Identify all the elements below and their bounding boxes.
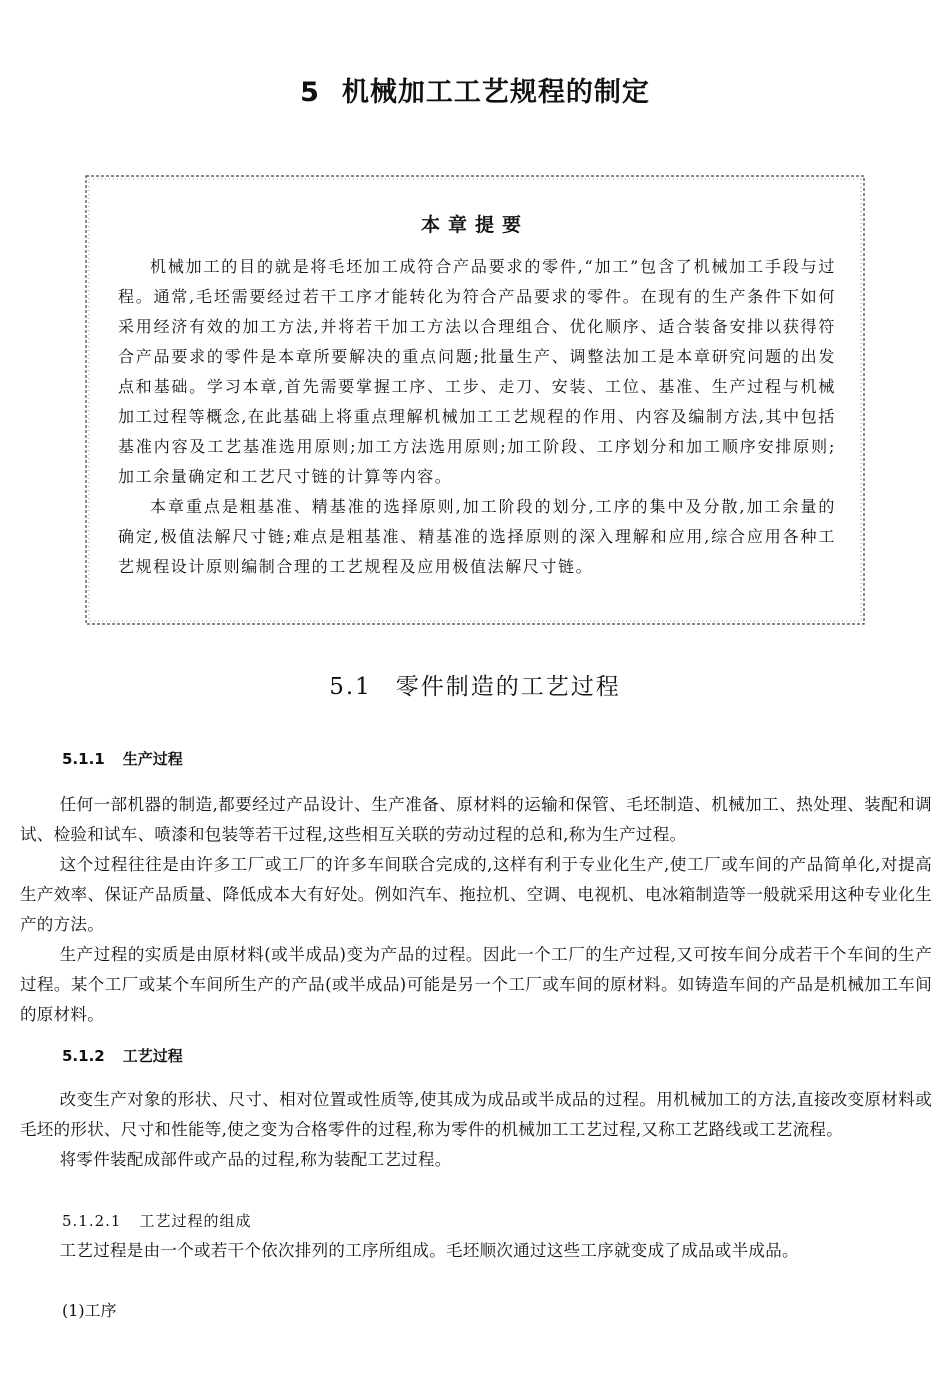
summary-body [118, 252, 836, 582]
subsection-title: 生产过程 [122, 750, 183, 768]
body-paragraph: 这个过程往往是由许多工厂或工厂的许多车间联合完成的,这样有利于专业化生产,使工厂或车间的产品简单化,对提高生产效率、保证产品质量、降低成本大有好处。例如汽车、拖拉机、空调、电视机、电冰箱制造等一般就采用这种专业化生产的方法。 [20, 855, 932, 934]
summary-paragraph: 本章重点是粗基准、精基准的选择原则,加工阶段的划分,工序的集中及分散,加工余量的确定,极值法解尺寸链;难点是粗基准、精基准的选择原则的深入理解和应用,综合应用各种工艺规程设计原则编制合理的工艺规程及应用极值法解尺寸链。 [118, 497, 836, 576]
subsection-heading [62, 1045, 183, 1066]
subsubsection-number: 5.1.2.1 [62, 1212, 122, 1230]
chapter-title-text: 机械加工工艺规程的制定 [341, 77, 650, 108]
subsubsection-body [20, 1236, 932, 1266]
body-paragraph: 改变生产对象的形状、尺寸、相对位置或性质等,使其成为成品或半成品的过程。用机械加工的方法,直接改变原材料或毛坯的形状、尺寸和性能等,使之变为合格零件的过程,称为零件的机械加工工艺过程,又称工艺路线或工艺流程。 [20, 1090, 932, 1139]
body-paragraph: 生产过程的实质是由原材料(或半成品)变为产品的过程。因此一个工厂的生产过程,又可按车间分成若干个车间的生产过程。某个工厂或某个车间所生产的产品(或半成品)可能是另一个工厂或车间的原材料。如铸造车间的产品是机械加工车间的原材料。 [20, 945, 932, 1024]
section-title [0, 668, 950, 701]
summary-paragraph: 机械加工的目的就是将毛坯加工成符合产品要求的零件,“加工”包含了机械加工手段与过程。通常,毛坯需要经过若干工序才能转化为符合产品要求的零件。在现有的生产条件下如何采用经济有效的加工方法,并将若干加工方法以合理组合、优化顺序、适合装备安排以获得符合产品要求的零件是本章所要解决的重点问题;批量生产、调整法加工是本章研究问题的出发点和基础。学习本章,首先需要掌握工序、工步、走刀、安装、工位、基准、生产过程与机械加工过程等概念,在此基础上将重点理解机械加工工艺规程的作用、内容及编制方法,其中包括基准内容及工艺基准选用原则;加工方法选用原则;加工阶段、工序划分和加工顺序安排原则;加工余量确定和工艺尺寸链的计算等内容。 [118, 257, 836, 486]
body-paragraph: 将零件装配成部件或产品的过程,称为装配工艺过程。 [59, 1150, 452, 1169]
section-title-text: 零件制造的工艺过程 [395, 674, 621, 700]
subsection-heading [62, 748, 183, 769]
subsubsection-heading [62, 1210, 252, 1231]
subsection-body [20, 790, 932, 1030]
chapter-title [0, 70, 950, 109]
item-label: (1)工序 [62, 1301, 117, 1320]
body-paragraph: 工艺过程是由一个或若干个依次排列的工序所组成。毛坯顺次通过这些工序就变成了成品或半成品。 [59, 1241, 799, 1260]
section-number: 5.1 [329, 674, 372, 700]
subsection-number: 5.1.2 [62, 1047, 105, 1065]
subsection-number: 5.1.1 [62, 750, 105, 768]
subsubsection-title: 工艺过程的组成 [139, 1212, 252, 1230]
chapter-number: 5 [300, 77, 320, 108]
chapter-summary-box [84, 174, 866, 626]
subsection-title: 工艺过程 [122, 1047, 183, 1065]
subsection-body [20, 1085, 932, 1175]
body-paragraph: 任何一部机器的制造,都要经过产品设计、生产准备、原材料的运输和保管、毛坯制造、机械加工、热处理、装配和调试、检验和试车、喷漆和包装等若干过程,这些相互关联的劳动过程的总和,称为生产过程。 [20, 795, 932, 844]
summary-title: 本章提要 [420, 214, 529, 236]
